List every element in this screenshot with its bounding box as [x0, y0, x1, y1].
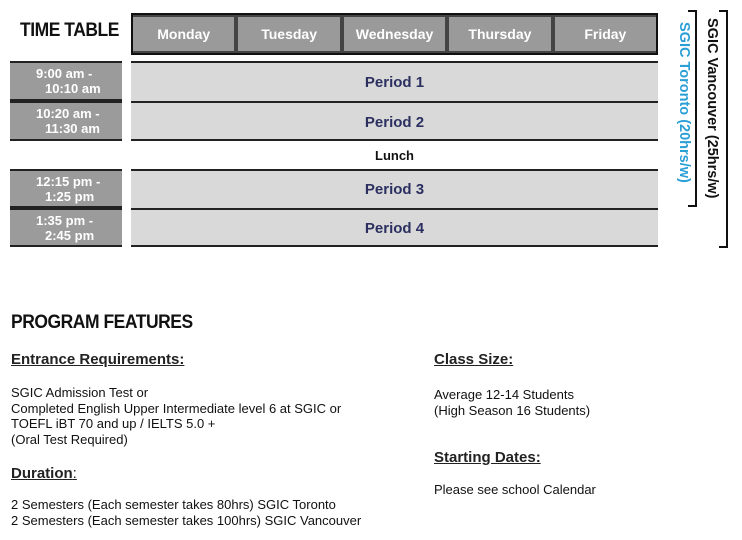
time-slot-1-end: 10:10 am [45, 81, 101, 96]
divider-line [131, 245, 658, 247]
period-4-label: Period 4 [364, 220, 425, 237]
period-1-bar [131, 61, 658, 101]
lunch-label: Lunch [375, 147, 414, 163]
toronto-bracket [695, 10, 697, 207]
entrance-line: SGIC Admission Test or [11, 385, 149, 400]
entrance-requirements-text [11, 385, 341, 447]
toronto-bracket-bottom [688, 205, 697, 207]
time-slot-1 [10, 61, 122, 101]
class-size-line: Average 12-14 Students [434, 387, 574, 402]
program-features-title: PROGRAM FEATURES [11, 312, 193, 333]
class-size-line: (High Season 16 Students) [434, 402, 591, 418]
period-3-bar [131, 169, 658, 208]
time-slot-4-end: 2:45 pm [45, 227, 95, 243]
timetable-title: TIME TABLE [20, 20, 119, 41]
period-2-bar [131, 101, 658, 141]
day-header-tuesday: Tuesday [238, 17, 339, 51]
vancouver-hours-label: SGIC Vancouver (25hrs/w) [704, 18, 720, 199]
duration-heading [11, 465, 77, 482]
period-1-label: Period 1 [364, 73, 425, 91]
entrance-line: Completed English Upper Intermediate level 6 at SGIC or [11, 400, 342, 416]
duration-line: 2 Semesters (Each semester takes 100hrs) SGIC Vancouver [11, 512, 362, 528]
entrance-line: TOEFL iBT 70 and up / IELTS 5.0 + [11, 416, 216, 431]
starting-dates-text [434, 482, 596, 498]
time-slot-4 [10, 208, 122, 247]
entrance-line: (Oral Test Required) [11, 431, 128, 447]
period-4-bar [131, 208, 658, 247]
vancouver-bracket-top [719, 10, 728, 12]
day-header-row [131, 13, 658, 55]
time-slot-4-start: 1:35 pm - [36, 212, 94, 228]
time-slot-1-start: 9:00 am - [36, 66, 93, 81]
day-header-monday: Monday [133, 17, 234, 51]
class-size-heading: Class Size: [434, 351, 514, 368]
time-slot-2 [10, 101, 122, 141]
time-slot-3 [10, 169, 122, 208]
vancouver-bracket-bottom [719, 246, 728, 248]
toronto-bracket-top [688, 10, 697, 12]
period-2-label: Period 2 [364, 113, 425, 131]
duration-heading-colon: : [72, 465, 77, 482]
starting-dates-line: Please see school Calendar [434, 482, 596, 497]
entrance-requirements-heading: Entrance Requirements: [11, 351, 185, 368]
time-slot-3-end: 1:25 pm [45, 188, 95, 204]
class-size-text [434, 387, 590, 418]
time-slot-2-end: 11:30 am [45, 121, 100, 136]
time-slot-2-start: 10:20 am - [36, 106, 100, 121]
duration-text [11, 497, 361, 528]
time-slot-3-start: 12:15 pm - [36, 173, 101, 189]
toronto-hours-label: SGIC Toronto (20hrs/w) [676, 22, 692, 183]
lunch-row [131, 141, 658, 169]
vancouver-bracket [726, 10, 728, 248]
duration-line: 2 Semesters (Each semester takes 80hrs) SGIC Toronto [11, 497, 336, 512]
day-header-friday: Friday [555, 17, 656, 51]
day-header-wednesday: Wednesday [344, 17, 445, 51]
day-header-thursday: Thursday [449, 17, 550, 51]
period-3-label: Period 3 [364, 181, 425, 198]
duration-heading-text: Duration [11, 465, 73, 482]
starting-dates-heading: Starting Dates: [434, 449, 541, 466]
